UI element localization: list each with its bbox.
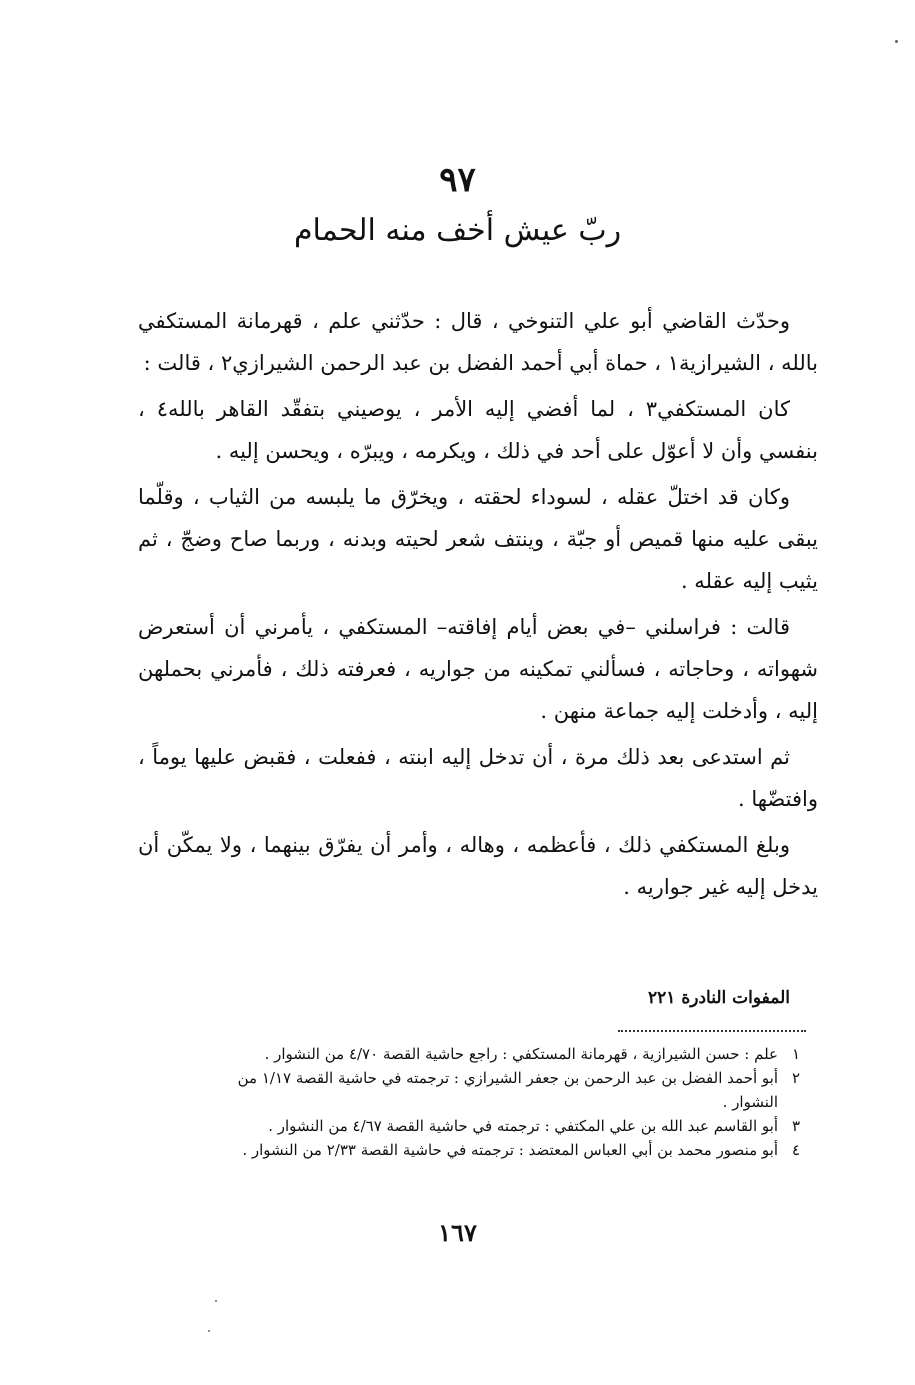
footnote-text: علم : حسن الشيرازية ، قهرمانة المستكفي : راجع حاشية القصة ٤/٧٠ من النشوار . [264, 1045, 778, 1063]
paragraph-1: وحدّث القاضي أبو علي التنوخي ، قال : حدّثني علم ، قهرمانة المستكفي بالله ، الشيرازية١ ، حماة أبي أحمد الفضل بن عبد الرحمن الشيرازي٢ ، قالت : [138, 309, 818, 375]
paragraph-3: وكان قد اختلّ عقله ، لسوداء لحقته ، ويخرّق ما يلبسه من الثياب ، وقلّما يبقى عليه منها قميص أو جبّة ، وينتف شعر لحيته وبدنه ، وربما صاح وضجّ ، ثم يثيب إليه عقله . [138, 485, 818, 593]
paragraph-2: كان المستكفي٣ ، لما أفضي إليه الأمر ، يوصيني بتفقّد القاهر بالله٤ ، بنفسي وأن لا أعوّل على أحد في ذلك ، ويكرمه ، ويبرّه ، ويحسن إليه . [138, 397, 818, 463]
scan-speck [215, 1300, 217, 1302]
footnote-4 [160, 1138, 800, 1162]
scan-speck [895, 40, 898, 43]
footnote-separator [618, 1030, 806, 1032]
footnotes [160, 1042, 800, 1162]
paragraph-5: ثم استدعى بعد ذلك مرة ، أن تدخل إليه ابنته ، ففعلت ، فقبض عليها يوماً ، وافتضّها . [138, 745, 818, 811]
footnote-number: ٤ [791, 1141, 800, 1159]
footnote-number: ٢ [791, 1069, 800, 1087]
footnote-number: ٣ [791, 1117, 800, 1135]
footnote-3 [160, 1114, 800, 1138]
story-number: ٩٧ [439, 160, 476, 200]
paragraph-6: وبلغ المستكفي ذلك ، فأعظمه ، وهاله ، وأمر أن يفرّق بينهما ، ولا يمكّن أن يدخل إليه غير جواريه . [138, 833, 818, 899]
source-reference: المفوات النادرة ٢٢١ [648, 988, 790, 1008]
footnote-2 [160, 1066, 800, 1090]
footnote-text: أبو منصور محمد بن أبي العباس المعتضد : ترجمته في حاشية القصة ٢/٣٣ من النشوار . [242, 1141, 778, 1159]
footnote-2-continuation: النشوار . [722, 1093, 778, 1111]
page-number: ١٦٧ [438, 1218, 477, 1247]
footnote-number: ١ [791, 1045, 800, 1063]
footnote-text: أبو القاسم عبد الله بن علي المكتفي : ترجمته في حاشية القصة ٤/٦٧ من النشوار . [268, 1117, 778, 1135]
footnote-text: أبو أحمد الفضل بن عبد الرحمن بن جعفر الشيرازي : ترجمته في حاشية القصة ١/١٧ من [237, 1069, 778, 1087]
paragraph-4: قالت : فراسلني –في بعض أيام إفاقته– المستكفي ، يأمرني أن أستعرض شهواته ، وحاجاته ، فسألني تمكينه من جواريه ، فعرفته ذلك ، فأمرني بحملهن إليه ، وأدخلت إليه جماعة منهن . [138, 615, 818, 723]
story-body [138, 300, 818, 912]
scan-speck [208, 1330, 210, 1332]
story-title: ربّ عيش أخف منه الحمام [293, 213, 622, 248]
footnote-1 [160, 1042, 800, 1066]
